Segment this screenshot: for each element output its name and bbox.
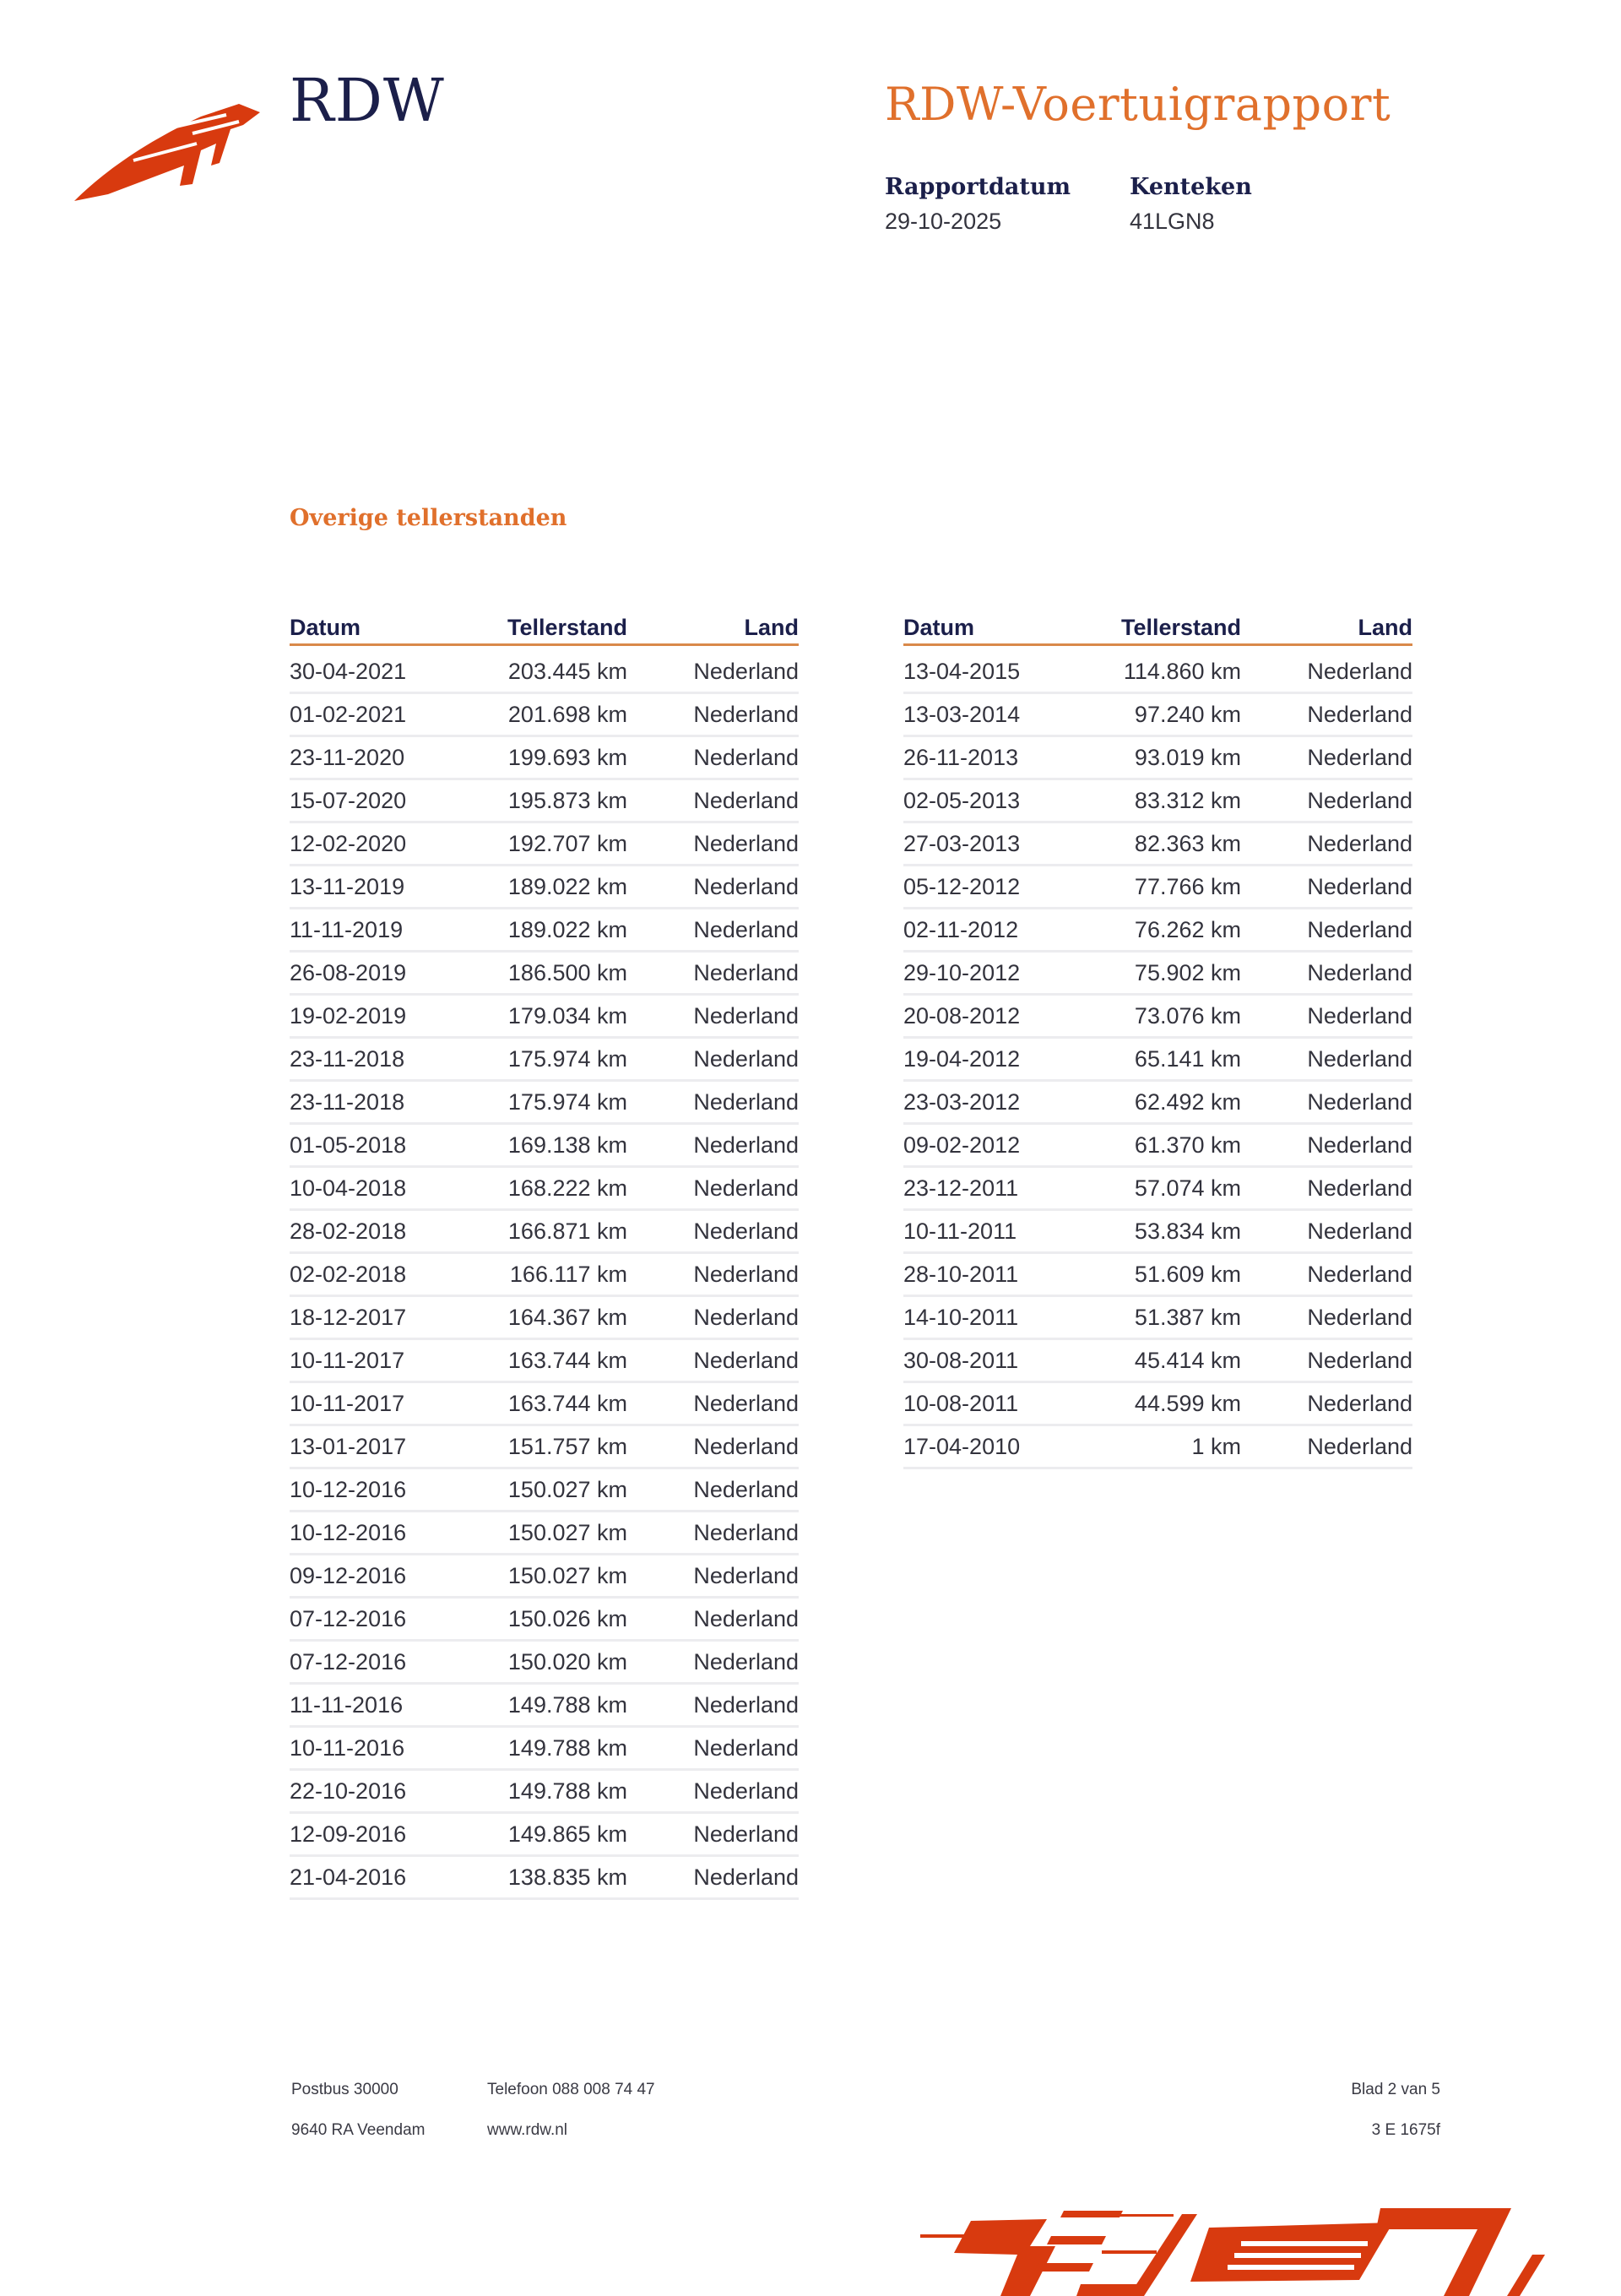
cell-date: 21-04-2016: [290, 1864, 407, 1890]
cell-country: Nederland: [1307, 1304, 1412, 1330]
plate-block: [1130, 174, 1252, 235]
cell-date: 20-08-2012: [903, 1002, 1021, 1029]
cell-date: 07-12-2016: [290, 1648, 407, 1675]
cell-odometer: 150.026 km: [507, 1605, 627, 1631]
table-row: [290, 1555, 799, 1599]
table-row: [290, 1771, 799, 1814]
cell-odometer: 53.834 km: [1134, 1218, 1241, 1244]
cell-date: 09-02-2012: [903, 1132, 1021, 1158]
cell-date: 26-11-2013: [903, 744, 1019, 770]
cell-country: Nederland: [693, 1045, 799, 1072]
cell-odometer: 166.871 km: [507, 1218, 627, 1244]
cell-date: 10-08-2011: [903, 1390, 1019, 1416]
cell-country: Nederland: [693, 830, 799, 856]
cell-odometer: 76.262 km: [1134, 916, 1241, 942]
cell-country: Nederland: [1307, 1088, 1412, 1115]
rdw-logo-text: RDW: [290, 66, 445, 135]
cell-date: 10-04-2018: [290, 1175, 407, 1201]
table-header: [290, 612, 799, 646]
table-row: [290, 780, 799, 823]
cell-odometer: 192.707 km: [507, 830, 627, 856]
cell-odometer: 186.500 km: [507, 959, 627, 985]
table-row: [903, 1426, 1412, 1469]
table-row: [290, 1340, 799, 1383]
column-header-country: Land: [744, 615, 799, 640]
table-row: [903, 1082, 1412, 1125]
cell-country: Nederland: [693, 658, 799, 684]
table-row: [290, 737, 799, 780]
cell-date: 10-12-2016: [290, 1519, 407, 1545]
table-row: [903, 1383, 1412, 1426]
cell-country: Nederland: [1307, 1261, 1412, 1287]
cell-odometer: 97.240 km: [1134, 701, 1241, 727]
cell-odometer: 51.609 km: [1134, 1261, 1241, 1287]
cell-country: Nederland: [1307, 658, 1412, 684]
cell-odometer: 44.599 km: [1134, 1390, 1241, 1416]
cell-odometer: 175.974 km: [507, 1088, 627, 1115]
cell-date: 23-11-2018: [290, 1088, 405, 1115]
cell-odometer: 179.034 km: [507, 1002, 627, 1029]
table-row: [290, 1512, 799, 1555]
cell-date: 12-02-2020: [290, 830, 407, 856]
cell-country: Nederland: [693, 1347, 799, 1373]
cell-date: 11-11-2019: [290, 916, 404, 942]
column-header-date: Datum: [903, 615, 975, 640]
table-row: [903, 909, 1412, 953]
table-row: [290, 1125, 799, 1168]
cell-odometer: 149.788 km: [507, 1734, 627, 1761]
cell-date: 13-11-2019: [290, 873, 405, 899]
table-body: [903, 646, 1412, 1469]
cell-country: Nederland: [693, 1261, 799, 1287]
table-row: [903, 1254, 1412, 1297]
table-row: [903, 1297, 1412, 1340]
cell-date: 01-05-2018: [290, 1132, 407, 1158]
cell-odometer: 61.370 km: [1134, 1132, 1241, 1158]
table-row: [903, 1211, 1412, 1254]
cell-country: Nederland: [693, 1864, 799, 1890]
cell-country: Nederland: [693, 1002, 799, 1029]
rdw-logo-icon: [74, 100, 264, 205]
table-body: [290, 646, 799, 1900]
cell-odometer: 93.019 km: [1134, 744, 1241, 770]
column-header-date: Datum: [290, 615, 361, 640]
cell-country: Nederland: [1307, 1002, 1412, 1029]
cell-odometer: 83.312 km: [1134, 787, 1241, 813]
cell-odometer: 150.020 km: [507, 1648, 627, 1675]
cell-odometer: 73.076 km: [1134, 1002, 1241, 1029]
report-date-label: Rapportdatum: [885, 174, 1071, 200]
cell-date: 23-12-2011: [903, 1175, 1019, 1201]
cell-odometer: 169.138 km: [507, 1132, 627, 1158]
cell-country: Nederland: [693, 1175, 799, 1201]
cell-date: 02-11-2012: [903, 916, 1019, 942]
cell-odometer: 75.902 km: [1134, 959, 1241, 985]
cell-odometer: 166.117 km: [509, 1261, 627, 1287]
rdw-decorative-stripes-icon: [920, 2204, 1621, 2296]
cell-date: 15-07-2020: [290, 787, 407, 813]
table-row: [290, 953, 799, 996]
cell-date: 10-12-2016: [290, 1476, 407, 1502]
table-row: [903, 1125, 1412, 1168]
cell-country: Nederland: [693, 744, 799, 770]
cell-country: Nederland: [693, 787, 799, 813]
cell-country: Nederland: [693, 1390, 799, 1416]
cell-country: Nederland: [693, 873, 799, 899]
column-header-odometer: Tellerstand: [1120, 615, 1241, 640]
footer-phone: Telefoon 088 008 74 47: [487, 2081, 655, 2098]
table-row: [903, 1039, 1412, 1082]
cell-odometer: 51.387 km: [1134, 1304, 1241, 1330]
cell-country: Nederland: [693, 1691, 799, 1718]
cell-country: Nederland: [693, 1132, 799, 1158]
odometer-table-left: [290, 612, 799, 1900]
table-row: [903, 996, 1412, 1039]
cell-odometer: 150.027 km: [507, 1562, 627, 1588]
cell-odometer: 168.222 km: [507, 1175, 627, 1201]
footer-website[interactable]: www.rdw.nl: [487, 2121, 568, 2139]
cell-country: Nederland: [1307, 830, 1412, 856]
cell-country: Nederland: [693, 1821, 799, 1847]
column-header-country: Land: [1358, 615, 1412, 640]
plate-value: 41LGN8: [1130, 209, 1215, 234]
table-row: [290, 1685, 799, 1728]
cell-date: 29-10-2012: [903, 959, 1021, 985]
report-date-value: 29-10-2025: [885, 209, 1002, 234]
cell-date: 19-02-2019: [290, 1002, 407, 1029]
cell-odometer: 77.766 km: [1134, 873, 1241, 899]
cell-country: Nederland: [693, 1605, 799, 1631]
cell-odometer: 45.414 km: [1134, 1347, 1241, 1373]
cell-date: 28-02-2018: [290, 1218, 407, 1244]
cell-country: Nederland: [693, 1088, 799, 1115]
cell-odometer: 149.865 km: [507, 1821, 627, 1847]
table-row: [290, 1642, 799, 1685]
cell-country: Nederland: [693, 1476, 799, 1502]
cell-odometer: 57.074 km: [1134, 1175, 1241, 1201]
cell-date: 07-12-2016: [290, 1605, 407, 1631]
cell-country: Nederland: [1307, 916, 1412, 942]
cell-odometer: 199.693 km: [507, 744, 627, 770]
table-row: [290, 866, 799, 909]
section-title: Overige tellerstanden: [290, 505, 567, 531]
cell-date: 11-11-2016: [290, 1691, 404, 1718]
table-row: [290, 1383, 799, 1426]
cell-country: Nederland: [1307, 959, 1412, 985]
table-row: [290, 823, 799, 866]
table-row: [903, 866, 1412, 909]
cell-date: 12-09-2016: [290, 1821, 407, 1847]
cell-country: Nederland: [1307, 1433, 1412, 1459]
cell-odometer: 149.788 km: [507, 1778, 627, 1804]
cell-odometer: 163.744 km: [507, 1390, 627, 1416]
cell-odometer: 149.788 km: [507, 1691, 627, 1718]
table-row: [290, 1728, 799, 1771]
table-row: [290, 1254, 799, 1297]
table-row: [903, 651, 1412, 694]
cell-date: 17-04-2010: [903, 1433, 1021, 1459]
cell-odometer: 189.022 km: [507, 873, 627, 899]
cell-date: 27-03-2013: [903, 830, 1021, 856]
cell-date: 09-12-2016: [290, 1562, 407, 1588]
table-row: [903, 694, 1412, 737]
cell-country: Nederland: [1307, 701, 1412, 727]
cell-odometer: 195.873 km: [507, 787, 627, 813]
footer-page-number: Blad 2 van 5: [1351, 2081, 1440, 2098]
table-row: [903, 780, 1412, 823]
table-header: [903, 612, 1412, 646]
cell-odometer: 164.367 km: [507, 1304, 627, 1330]
cell-date: 13-01-2017: [290, 1433, 407, 1459]
cell-odometer: 189.022 km: [507, 916, 627, 942]
table-row: [290, 909, 799, 953]
cell-country: Nederland: [1307, 1175, 1412, 1201]
cell-date: 18-12-2017: [290, 1304, 407, 1330]
cell-country: Nederland: [693, 1562, 799, 1588]
table-row: [290, 1211, 799, 1254]
column-header-odometer: Tellerstand: [507, 615, 627, 640]
cell-odometer: 114.860 km: [1123, 658, 1241, 684]
table-row: [290, 1857, 799, 1900]
table-row: [290, 694, 799, 737]
cell-country: Nederland: [693, 1218, 799, 1244]
cell-country: Nederland: [693, 1433, 799, 1459]
cell-date: 19-04-2012: [903, 1045, 1021, 1072]
cell-date: 23-03-2012: [903, 1088, 1021, 1115]
cell-country: Nederland: [1307, 1347, 1412, 1373]
table-row: [290, 1469, 799, 1512]
table-row: [290, 1814, 799, 1857]
cell-date: 30-04-2021: [290, 658, 407, 684]
cell-country: Nederland: [1307, 787, 1412, 813]
cell-country: Nederland: [693, 1519, 799, 1545]
cell-date: 02-05-2013: [903, 787, 1021, 813]
cell-date: 02-02-2018: [290, 1261, 407, 1287]
footer-postbus: Postbus 30000: [291, 2081, 398, 2098]
report-title: RDW-Voertuigrapport: [885, 78, 1391, 131]
cell-date: 10-11-2017: [290, 1390, 405, 1416]
cell-country: Nederland: [1307, 1132, 1412, 1158]
cell-odometer: 151.757 km: [507, 1433, 627, 1459]
cell-date: 10-11-2011: [903, 1218, 1017, 1244]
cell-odometer: 65.141 km: [1134, 1045, 1241, 1072]
cell-country: Nederland: [1307, 1045, 1412, 1072]
cell-odometer: 138.835 km: [507, 1864, 627, 1890]
table-row: [290, 996, 799, 1039]
table-row: [290, 651, 799, 694]
cell-date: 13-03-2014: [903, 701, 1021, 727]
cell-country: Nederland: [693, 959, 799, 985]
table-row: [290, 1039, 799, 1082]
table-row: [290, 1599, 799, 1642]
table-row: [290, 1082, 799, 1125]
table-row: [290, 1168, 799, 1211]
cell-date: 26-08-2019: [290, 959, 407, 985]
cell-date: 01-02-2021: [290, 701, 407, 727]
cell-odometer: 82.363 km: [1134, 830, 1241, 856]
cell-date: 30-08-2011: [903, 1347, 1019, 1373]
cell-odometer: 1 km: [1191, 1433, 1241, 1459]
cell-odometer: 201.698 km: [507, 701, 627, 727]
cell-odometer: 150.027 km: [507, 1476, 627, 1502]
cell-country: Nederland: [693, 916, 799, 942]
cell-odometer: 62.492 km: [1134, 1088, 1241, 1115]
cell-country: Nederland: [693, 1778, 799, 1804]
cell-date: 14-10-2011: [903, 1304, 1019, 1330]
cell-date: 23-11-2020: [290, 744, 405, 770]
plate-label: Kenteken: [1130, 174, 1252, 200]
table-row: [903, 823, 1412, 866]
cell-odometer: 150.027 km: [507, 1519, 627, 1545]
odometer-table-right: [903, 612, 1412, 1469]
table-row: [903, 953, 1412, 996]
cell-country: Nederland: [1307, 1390, 1412, 1416]
report-date-block: [885, 174, 1071, 235]
footer-city: 9640 RA Veendam: [291, 2121, 426, 2139]
table-row: [903, 737, 1412, 780]
cell-country: Nederland: [1307, 1218, 1412, 1244]
table-row: [290, 1297, 799, 1340]
cell-country: Nederland: [693, 701, 799, 727]
table-row: [903, 1168, 1412, 1211]
cell-date: 23-11-2018: [290, 1045, 405, 1072]
cell-date: 28-10-2011: [903, 1261, 1019, 1287]
cell-country: Nederland: [693, 1648, 799, 1675]
cell-country: Nederland: [693, 1734, 799, 1761]
cell-date: 13-04-2015: [903, 658, 1021, 684]
cell-country: Nederland: [693, 1304, 799, 1330]
cell-date: 22-10-2016: [290, 1778, 407, 1804]
cell-country: Nederland: [1307, 744, 1412, 770]
table-row: [903, 1340, 1412, 1383]
table-row: [290, 1426, 799, 1469]
cell-date: 10-11-2017: [290, 1347, 405, 1373]
cell-odometer: 175.974 km: [507, 1045, 627, 1072]
cell-date: 05-12-2012: [903, 873, 1021, 899]
cell-date: 10-11-2016: [290, 1734, 405, 1761]
footer-document-code: 3 E 1675f: [1371, 2121, 1440, 2139]
cell-odometer: 203.445 km: [507, 658, 627, 684]
cell-odometer: 163.744 km: [507, 1347, 627, 1373]
cell-country: Nederland: [1307, 873, 1412, 899]
